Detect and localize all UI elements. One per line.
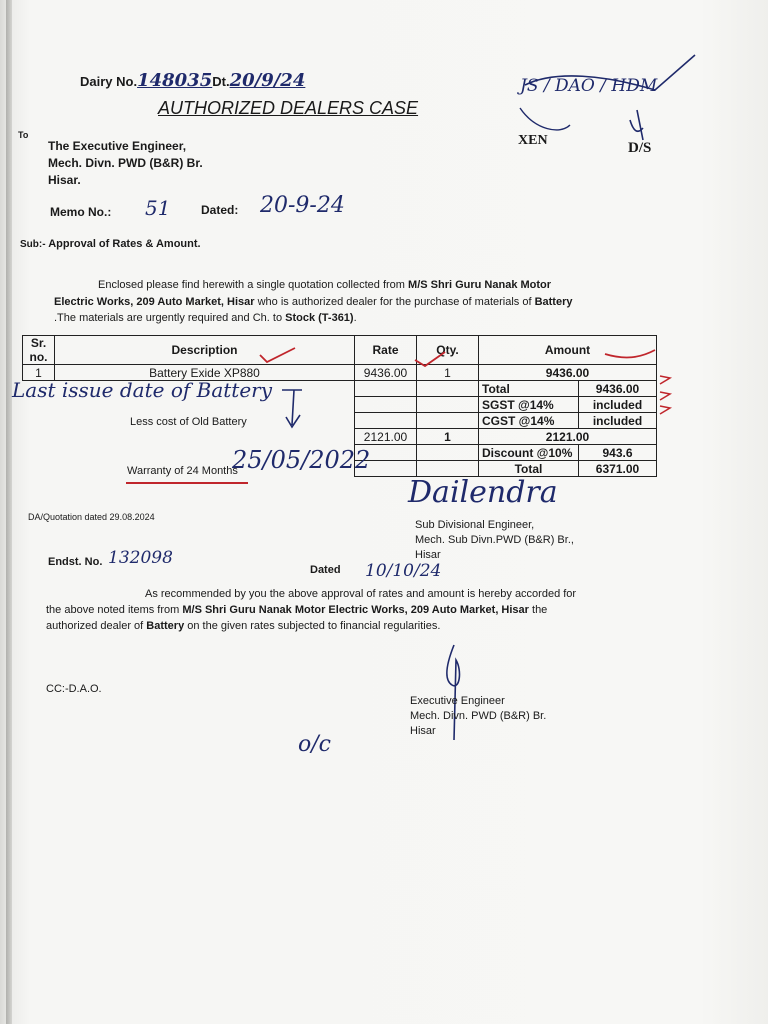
memo-dated-label: Dated: xyxy=(201,203,239,217)
sgst-label: SGST @14% xyxy=(479,397,579,413)
memo-date: 20-9-24 xyxy=(260,193,345,218)
dairy-number: 148035 xyxy=(137,70,213,91)
endst-number: 132098 xyxy=(108,548,173,568)
less-qty: 1 xyxy=(417,429,479,445)
discount-label: Discount @10% xyxy=(479,445,579,461)
dealer-name: M/S Shri Guru Nanak Motor Electric Works, 209 Auto Market, Hisar xyxy=(182,604,529,616)
less-amount: 2121.00 xyxy=(479,429,657,445)
endst-dated-label: Dated xyxy=(310,564,341,576)
less-rate: 2121.00 xyxy=(355,429,417,445)
dairy-line xyxy=(80,70,305,91)
cell: 1 xyxy=(417,365,479,381)
material-name: Battery xyxy=(146,620,185,632)
ee-line-2: Mech. Divn. PWD (B&R) Br. xyxy=(410,710,547,722)
xen-stamp: XEN xyxy=(518,133,548,148)
cgst-value: included xyxy=(579,413,657,429)
document-title: AUTHORIZED DEALERS CASE xyxy=(158,98,419,118)
dairy-date: 20/9/24 xyxy=(229,70,306,91)
addressee-block xyxy=(48,138,203,189)
sdo-block xyxy=(415,518,574,563)
endst-label: Endst. No. xyxy=(48,556,103,568)
approval-text: on the given rates subjected to financial regularities. xyxy=(184,620,441,632)
body-text: who is authorized dealer for the purchase of materials of xyxy=(254,296,535,308)
total-label: Total xyxy=(479,381,579,397)
approval-text: authorized dealer of xyxy=(46,620,147,632)
routing-scribble xyxy=(515,50,705,160)
header-cell: Sr. no. xyxy=(23,336,55,365)
warranty-red-underline xyxy=(126,482,248,484)
approval-line-1: As recommended by you the above approval of rates and amount is hereby accorded for xyxy=(145,588,577,600)
sdo-signature: Dailendra xyxy=(408,475,558,510)
cell: 9436.00 xyxy=(355,365,417,381)
addressee-line-2: Mech. Divn. PWD (B&R) Br. xyxy=(48,156,203,170)
red-tick-marks xyxy=(255,340,675,420)
handwritten-arrow xyxy=(280,385,310,435)
body-line-2 xyxy=(54,296,572,308)
approval-line-2 xyxy=(46,604,547,616)
cc-line: CC:-D.A.O. xyxy=(46,683,102,695)
ee-line-3: Hisar xyxy=(410,725,436,737)
endst-date: 10/10/24 xyxy=(365,561,442,581)
body-line-3 xyxy=(54,312,357,324)
sdo-line-3: Hisar xyxy=(415,549,441,561)
stock-code: Stock (T-361) xyxy=(285,312,354,324)
sdo-line-2: Mech. Sub Divn.PWD (B&R) Br., xyxy=(415,534,574,546)
dealer-address: Electric Works, 209 Auto Market, Hisar xyxy=(54,296,255,308)
approval-text: the xyxy=(528,604,548,616)
addressee-line-1: The Executive Engineer, xyxy=(48,139,187,153)
body-text: Enclosed please find herewith a single quotation collected from xyxy=(98,279,409,291)
warranty-label: Warranty of 24 Months xyxy=(127,465,238,477)
ds-stamp: D/S xyxy=(628,140,652,156)
body-text: .The materials are urgently required and Ch. to xyxy=(54,312,286,324)
memo-number: 51 xyxy=(145,196,171,220)
binder-edge xyxy=(6,0,12,1024)
subject-text: Approval of Rates & Amount. xyxy=(48,238,201,250)
material-name: Battery xyxy=(534,296,573,308)
discount-value: 943.6 xyxy=(579,445,657,461)
subject-label: Sub:- xyxy=(20,239,46,250)
header-cell: Description xyxy=(55,336,355,365)
body-line-1 xyxy=(98,279,551,291)
grand-total-label: Total xyxy=(479,461,579,477)
table-row xyxy=(23,429,657,445)
dairy-label: Dairy No. xyxy=(80,74,138,89)
handwritten-last-issue-note: Last issue date of Battery xyxy=(12,378,273,402)
sdo-line-1: Sub Divisional Engineer, xyxy=(415,519,535,531)
header-cell: Rate xyxy=(355,336,417,365)
cell: Battery Exide XP880 xyxy=(55,365,355,381)
body-text: . xyxy=(353,312,357,324)
grand-total-value: 6371.00 xyxy=(579,461,657,477)
header-cell: Amount xyxy=(479,336,657,365)
ee-block xyxy=(410,694,546,739)
subject-line xyxy=(20,238,201,250)
handwritten-issue-date: 25/05/2022 xyxy=(232,446,371,474)
less-cost-label: Less cost of Old Battery xyxy=(130,416,247,428)
cell: 9436.00 xyxy=(479,365,657,381)
sgst-value: included xyxy=(579,397,657,413)
addressee-line-3: Hisar. xyxy=(48,173,81,187)
routing-stamp: JS / DAO / HDM xyxy=(520,76,658,96)
cell: 1 xyxy=(23,365,55,381)
header-cell: Qty. xyxy=(417,336,479,365)
approval-text: the above noted items from xyxy=(46,604,183,616)
ok-mark: o/c xyxy=(298,732,331,757)
memo-label: Memo No.: xyxy=(50,205,112,219)
dealer-name: M/S Shri Guru Nanak Motor xyxy=(408,279,552,291)
total-value: 9436.00 xyxy=(579,381,657,397)
approval-line-3 xyxy=(46,620,440,632)
cgst-label: CGST @14% xyxy=(479,413,579,429)
ee-line-1: Executive Engineer xyxy=(410,695,505,707)
quotation-date: DA/Quotation dated 29.08.2024 xyxy=(28,512,155,522)
to-label: To xyxy=(18,130,29,140)
dt-label: Dt. xyxy=(212,74,230,89)
